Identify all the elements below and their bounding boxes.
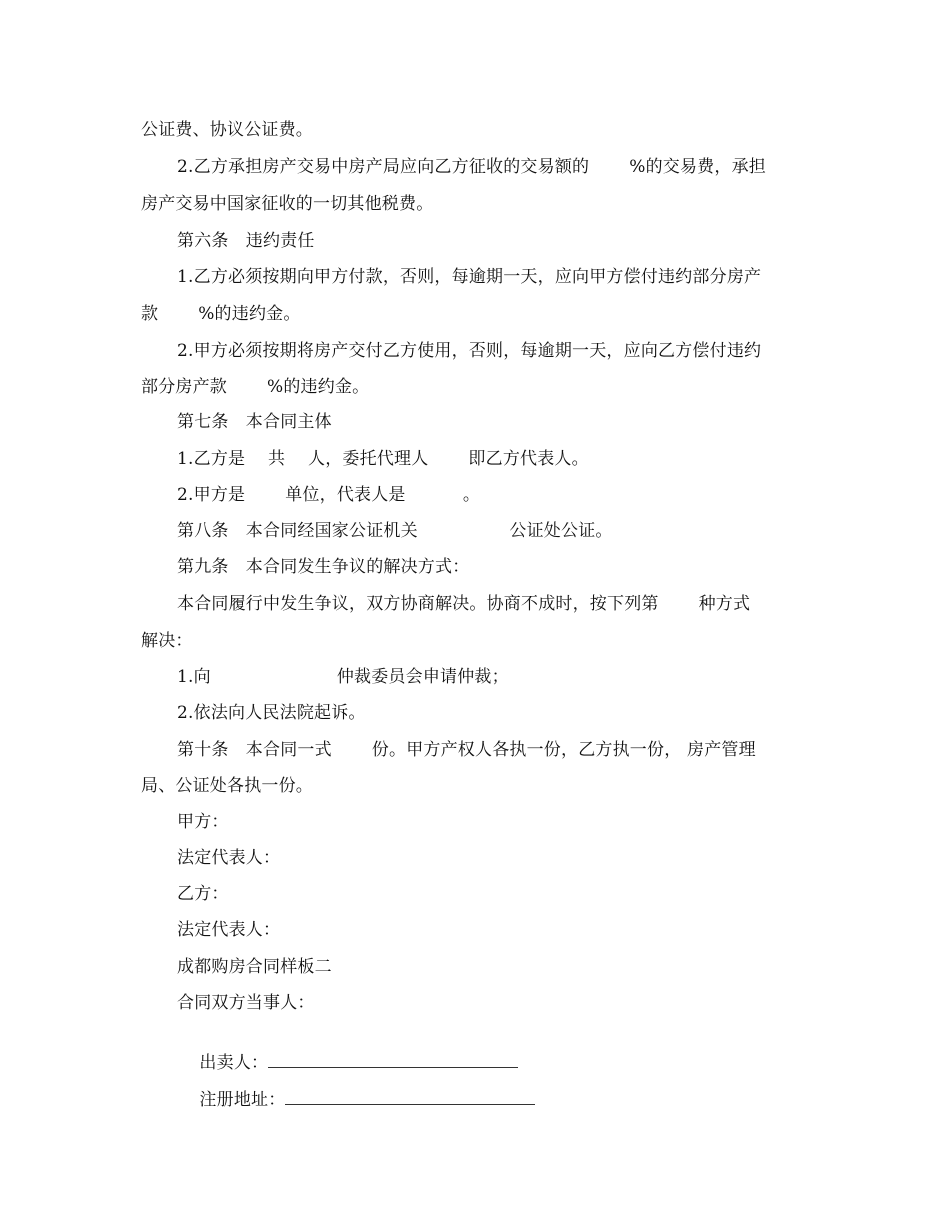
text-line: 房产交易中国家征收的一切其他税费。 <box>141 194 434 214</box>
text-line: 2.甲方是 单位，代表人是 。 <box>177 485 481 505</box>
text-line: 局、公证处各执一份。 <box>141 776 313 796</box>
text-line: 公证费、协议公证费。 <box>141 120 313 140</box>
article-heading: 第八条 本合同经国家公证机关 公证处公证。 <box>177 521 613 541</box>
address-field <box>177 1066 535 1133</box>
address-blank-line <box>285 1088 535 1105</box>
text-line: 2.乙方承担房产交易中房产局应向乙方征收的交易额的 %的交易费，承担 <box>177 157 766 177</box>
seller-label: 出卖人： <box>199 1053 269 1073</box>
text-line: 解决： <box>141 631 193 651</box>
article-heading: 第六条 违约责任 <box>177 231 315 251</box>
signature-label: 法定代表人： <box>177 920 281 940</box>
text-line: 2.依法向人民法院起诉。 <box>177 703 366 723</box>
text-line: 1.乙方必须按期向甲方付款，否则，每逾期一天，应向甲方偿付违约部分房产 <box>177 267 762 287</box>
text-line: 本合同履行中发生争议，双方协商解决。协商不成时，按下列第 种方式 <box>177 594 751 614</box>
article-heading: 第九条 本合同发生争议的解决方式： <box>177 557 470 577</box>
text-line: 款 %的违约金。 <box>141 304 301 324</box>
article-heading: 第七条 本合同主体 <box>177 412 332 432</box>
section-title: 成都购房合同样板二 <box>177 957 332 977</box>
text-line: 合同双方当事人： <box>177 993 315 1013</box>
text-line: 1.向 仲裁委员会申请仲裁； <box>177 667 509 687</box>
article-heading: 第十条 本合同一式 份。甲方产权人各执一份，乙方执一份， 房产管理 <box>177 740 756 760</box>
text-line: 2.甲方必须按期将房产交付乙方使用，否则，每逾期一天，应向乙方偿付违约 <box>177 341 762 361</box>
text-line: 1.乙方是 共 人，委托代理人 即乙方代表人。 <box>177 449 589 469</box>
signature-label: 法定代表人： <box>177 848 281 868</box>
signature-label: 乙方： <box>177 884 229 904</box>
text-line: 部分房产款 %的违约金。 <box>141 377 370 397</box>
address-label: 注册地址： <box>199 1090 286 1110</box>
signature-label: 甲方： <box>177 812 229 832</box>
